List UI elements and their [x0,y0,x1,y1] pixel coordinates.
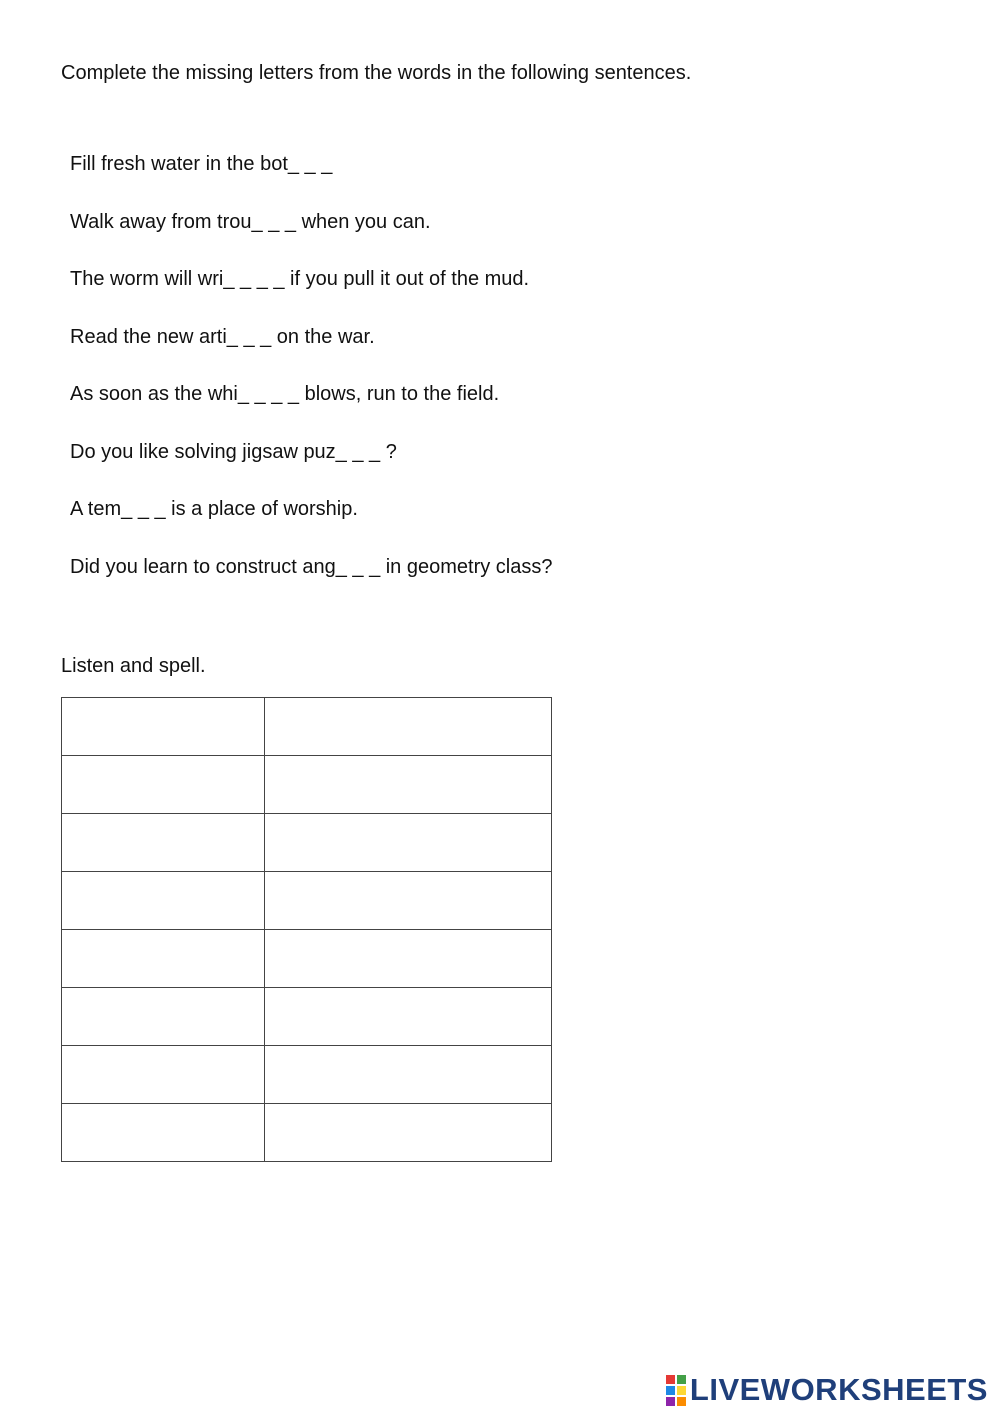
sentence-4: Read the new arti_ _ _ on the war. [70,325,375,348]
answer-cell[interactable] [265,930,552,988]
logo-icon [666,1375,686,1406]
table-row [62,988,552,1046]
answer-cell[interactable] [265,698,552,756]
logo-tile [666,1397,675,1406]
answer-cell[interactable] [265,988,552,1046]
logo-tile [666,1386,675,1395]
sentence-8: Did you learn to construct ang_ _ _ in geometry class? [70,555,553,578]
answer-cell[interactable] [265,1104,552,1162]
answer-cell[interactable] [62,988,265,1046]
sentence-7: A tem_ _ _ is a place of worship. [70,498,358,520]
exercise-2-instruction: Listen and spell. [61,655,206,677]
answer-cell[interactable] [265,872,552,930]
answer-cell[interactable] [265,756,552,814]
table-row [62,930,552,988]
table-row [62,756,552,814]
sentence-3: The worm will wri_ _ _ _ if you pull it out of the mud. [70,268,530,290]
answer-cell[interactable] [62,756,265,814]
answer-cell[interactable] [62,698,265,756]
table-row [62,872,552,930]
table-row [62,814,552,872]
sentence-5: As soon as the whi_ _ _ _ blows, run to the field. [70,383,500,405]
answer-cell[interactable] [62,1046,265,1104]
answer-cell[interactable] [62,930,265,988]
sentence-2: Walk away from trou_ _ _ when you can. [70,210,431,233]
answer-cell[interactable] [62,872,265,930]
answer-cell[interactable] [265,814,552,872]
table-row [62,698,552,756]
table-row [62,1046,552,1104]
logo-tile [677,1397,686,1406]
logo-tile [677,1375,686,1384]
spelling-table [61,697,552,1162]
logo-tile [666,1375,675,1384]
answer-cell[interactable] [62,814,265,872]
exercise-1-instruction: Complete the missing letters from the words in the following sentences. [61,62,692,84]
sentence-6: Do you like solving jigsaw puz_ _ _ ? [70,440,397,463]
answer-cell[interactable] [62,1104,265,1162]
logo-tile [677,1386,686,1395]
table-row [62,1104,552,1162]
answer-cell[interactable] [265,1046,552,1104]
sentence-list [70,150,552,610]
sentence-1: Fill fresh water in the bot_ _ _ [70,153,333,175]
liveworksheets-logo [666,1372,988,1408]
logo-text: LIVEWORKSHEETS [689,1372,988,1407]
